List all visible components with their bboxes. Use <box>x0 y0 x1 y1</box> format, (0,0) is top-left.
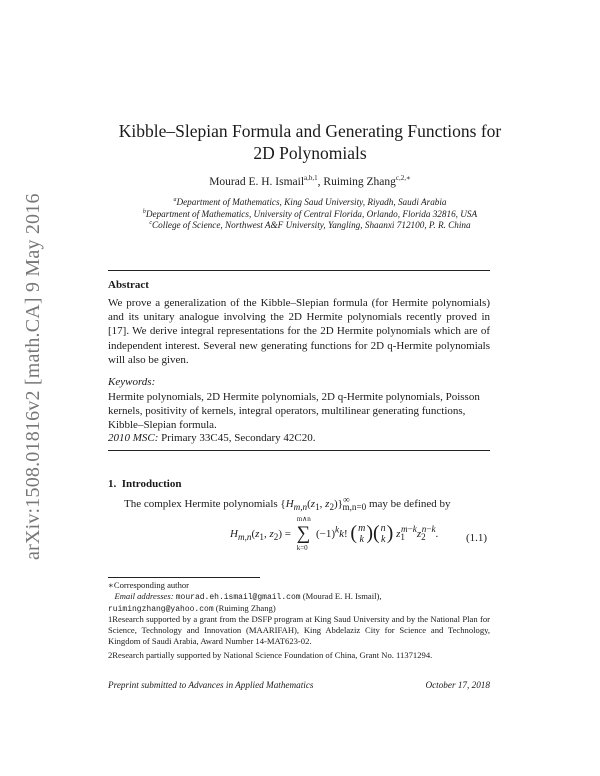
affiliations <box>100 197 520 232</box>
section-title: Introduction <box>121 478 182 490</box>
msc-line <box>108 432 315 444</box>
abstract-bottom-rule <box>108 450 490 451</box>
msc-text: Primary 33C45, Secondary 42C20. <box>158 432 316 444</box>
footnote-2: 2Research partially supported by National Science Foundation of China, Grant No. 11371294. <box>108 650 433 660</box>
footer-left: Preprint submitted to Advances in Applied Mathematics <box>108 680 314 690</box>
section-heading <box>108 478 181 490</box>
affiliation-c: $^c$College of Science, Northwest A&F University, Yangling, Shaanxi 712100, P. R. China <box>149 219 471 230</box>
msc-label: 2010 MSC: <box>108 432 159 444</box>
intro-paragraph <box>124 494 451 513</box>
title-line-2: 2D Polynomials <box>253 143 367 163</box>
author-sep: , <box>317 176 324 188</box>
author-1-sup: a,b,1 <box>304 174 318 183</box>
intro-math: {$H_{m,n}(z_1$, $z_2)\}^\infty_{m,n=0}$ <box>280 494 367 513</box>
email-2[interactable]: ruimingzhang@yahoo.com <box>108 605 214 614</box>
footnote-1: 1Research supported by a grant from the DSFP program at King Saud University and by the National Plan for Science, Technology and Innovation (MAARIFAH), King Abdelaziz City for Science and Technology, Kingdom of Saudi Arabia, Award Number 14-MAT623-02. <box>108 614 490 646</box>
paper-title <box>100 120 520 164</box>
author-1: Mourad E. H. Ismail <box>209 176 305 188</box>
intro-tail: may be defined by <box>368 498 451 510</box>
footnote-emails: Email addresses: mourad.eh.ismail@gmail.com (Mourad E. H. Ismail), ruimingzhang@yahoo.com (Ruiming Zhang) <box>108 591 382 614</box>
author-2: Ruiming Zhang <box>323 176 396 188</box>
summation-symbol: ∑ m∧n k=0 <box>296 514 311 552</box>
section-number: 1. <box>108 478 117 490</box>
equation-number: (1.1) <box>466 532 488 544</box>
abstract-top-rule <box>108 270 490 271</box>
affiliation-a: $^a$Department of Mathematics, King Saud University, Riyadh, Saudi Arabia <box>173 196 447 207</box>
equation-1-1: $H_{m,n}(z_1$, $z_2$) = ∑ m∧n k=0 $(-1)^kk$! (m k )(n k) $z_1^{m-k}z_2^{n-k}$. <box>230 514 439 552</box>
arxiv-stamp: arXiv:1508.01816v2 [math.CA] 9 May 2016 <box>22 193 44 560</box>
footnote-corresponding: ∗Corresponding author <box>108 580 190 590</box>
author-2-sup: c,2,∗ <box>395 174 411 183</box>
abstract-heading: Abstract <box>108 279 149 291</box>
intro-text: The complex Hermite polynomials <box>124 498 278 510</box>
keywords-text: Hermite polynomials, 2D Hermite polynomials, 2D q-Hermite polynomials, Poisson kernels, positivity of kernels, integral operators, multilinear generating functions, Kibble–Slepian formula. <box>108 391 480 432</box>
title-line-1: Kibble–Slepian Formula and Generating Functions for <box>118 121 502 141</box>
footer-right: October 17, 2018 <box>425 680 490 690</box>
affiliation-b: $^b$Department of Mathematics, University of Central Florida, Orlando, Florida 32816, USA <box>142 208 478 219</box>
abstract-text: We prove a generalization of the Kibble–Slepian formula (for Hermite polynomials) and its unitary analogue involving the 2D Hermite polynomials recently proved in [17]. We derive integral representations for the 2D Hermite polynomials which are of independent interest. Several new generating functions for 2D q-Hermite polynomials will also be given. <box>108 297 490 366</box>
keywords-heading: Keywords: <box>108 376 156 388</box>
footnote-rule <box>108 577 260 578</box>
email-1[interactable]: mourad.eh.ismail@gmail.com <box>175 593 301 602</box>
authors <box>100 176 520 188</box>
